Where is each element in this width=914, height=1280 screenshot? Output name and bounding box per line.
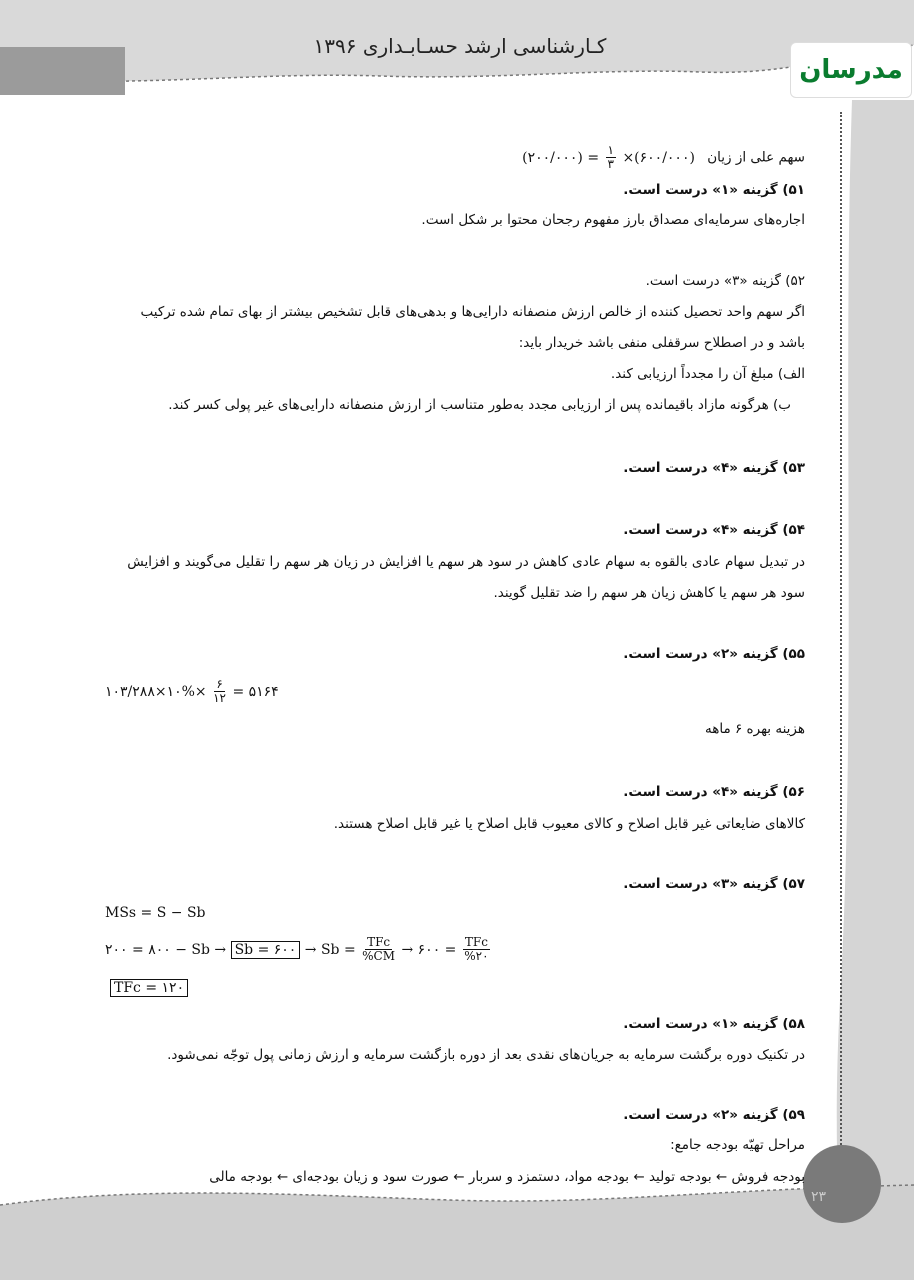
fraction-denominator: %۲۰: [464, 949, 489, 963]
math-part: (۶۰۰/۰۰۰)×: [622, 149, 695, 166]
equation: [105, 677, 279, 705]
text-line: کالاهای ضایعاتی غیر قابل اصلاح و کالای معیوب قابل اصلاح یا غیر قابل اصلاح هستند.: [333, 816, 805, 832]
text-line: ب) هرگونه مازاد باقیمانده پس از ارزیابی مجدد به‌طور متناسب از ارزش منصفانه دارایی‌های غیر پولی کسر کند.: [168, 397, 791, 413]
fraction-numerator: TFc: [367, 935, 391, 949]
math-part: ۲۰۰ = ۸۰۰ − Sb →: [105, 941, 227, 958]
math-part: → ۶۰۰ =: [401, 941, 457, 958]
text-line: الف) مبلغ آن را مجدداً ارزیابی کند.: [610, 366, 805, 382]
margin-dotted-line: [840, 112, 842, 1172]
question-58-heading: ۵۸) گزینه «۱» درست است.: [623, 1016, 805, 1032]
equation: MSs = S − Sb: [105, 905, 206, 921]
question-51-heading: ۵۱) گزینه «۱» درست است.: [623, 182, 805, 198]
question-57-heading: ۵۷) گزینه «۳» درست است.: [623, 876, 805, 892]
text: سهم علی از زیان: [707, 149, 805, 166]
question-56-heading: ۵۶) گزینه «۴» درست است.: [623, 784, 805, 800]
fraction-numerator: TFc: [464, 935, 488, 949]
text-line: در تکنیک دوره برگشت سرمایه به جریان‌های نقدی بعد از دوره بازگشت سرمایه و ارزش زمانی پول توجّه نمی‌شود.: [167, 1047, 805, 1063]
equation-line: [110, 980, 188, 996]
fraction-numerator: ۶: [216, 677, 223, 691]
fraction-denominator: ۱۲: [213, 691, 226, 705]
question-52-heading: ۵۲) گزینه «۳» درست است.: [645, 273, 805, 289]
text-line: اگر سهم واحد تحصیل کننده از خالص ارزش منصفانه دارایی‌ها و بدهی‌های قابل تشخیص بیشتر از بهای تمام شده ترکیب: [140, 304, 805, 320]
question-55-heading: ۵۵) گزینه «۲» درست است.: [623, 646, 805, 662]
right-margin-decoration: [812, 100, 914, 1280]
question-54-heading: ۵۴) گزینه «۴» درست است.: [623, 522, 805, 538]
text-line: هزینه بهره ۶ ماهه: [705, 721, 805, 737]
fraction: [606, 144, 616, 171]
fraction: [463, 936, 490, 963]
equation: [105, 935, 492, 963]
question-59-heading: ۵۹) گزینه «۲» درست است.: [623, 1107, 805, 1123]
math-part: = ۵۱۶۴: [232, 683, 279, 700]
page-number-badge: [803, 1145, 881, 1223]
text-line: مراحل تهیّه بودجه جامع:: [670, 1137, 805, 1153]
page-title: کـارشناسی ارشد حسـابـداری ۱۳۹۶: [313, 34, 607, 58]
equation-line: [105, 936, 492, 963]
text-line: بودجه فروش ← بودجه تولید ← بودجه مواد، دستمزد و سربار ← صورت سود و زیان بودجه‌ای ← بودجه مالی: [209, 1169, 805, 1185]
equation-line: [105, 905, 206, 921]
publisher-logo: مدرسان: [790, 42, 912, 98]
equation-line: [105, 678, 279, 705]
boxed-result: Sb = ۶۰۰: [231, 941, 301, 959]
text-line: در تبدیل سهام عادی بالقوه به سهام عادی کاهش در سود هر سهم یا افزایش در زیان هر سهم را تقلیل می‌گویند و افزایش: [127, 554, 805, 570]
math-part: ۱۰۳/۲۸۸×۱۰%×: [105, 683, 207, 700]
footer-band: [0, 1175, 914, 1280]
fraction-numerator: ۱: [607, 143, 614, 157]
text-line: سود هر سهم یا کاهش زیان هر سهم را ضد تقلیل گویند.: [493, 585, 805, 601]
text-line: باشد و در اصطلاح سرقفلی منفی باشد خریدار باید:: [518, 335, 805, 351]
fraction: [213, 678, 226, 705]
math-part: = (۲۰۰/۰۰۰): [522, 149, 600, 166]
fraction: [362, 936, 395, 963]
math-part: → Sb =: [304, 941, 356, 958]
page-number: ۲۳: [811, 1189, 827, 1205]
equation: [522, 143, 695, 171]
fraction-denominator: ۳: [607, 157, 614, 171]
equation-line: [522, 144, 805, 171]
fraction-denominator: %CM: [362, 949, 396, 963]
boxed-result: TFc = ۱۲۰: [110, 979, 188, 997]
header-gray-tab: [0, 47, 125, 95]
question-53-heading: ۵۳) گزینه «۴» درست است.: [623, 460, 805, 476]
text-line: اجاره‌های سرمایه‌ای مصداق بارز مفهوم رجحان محتوا بر شکل است.: [421, 212, 805, 228]
